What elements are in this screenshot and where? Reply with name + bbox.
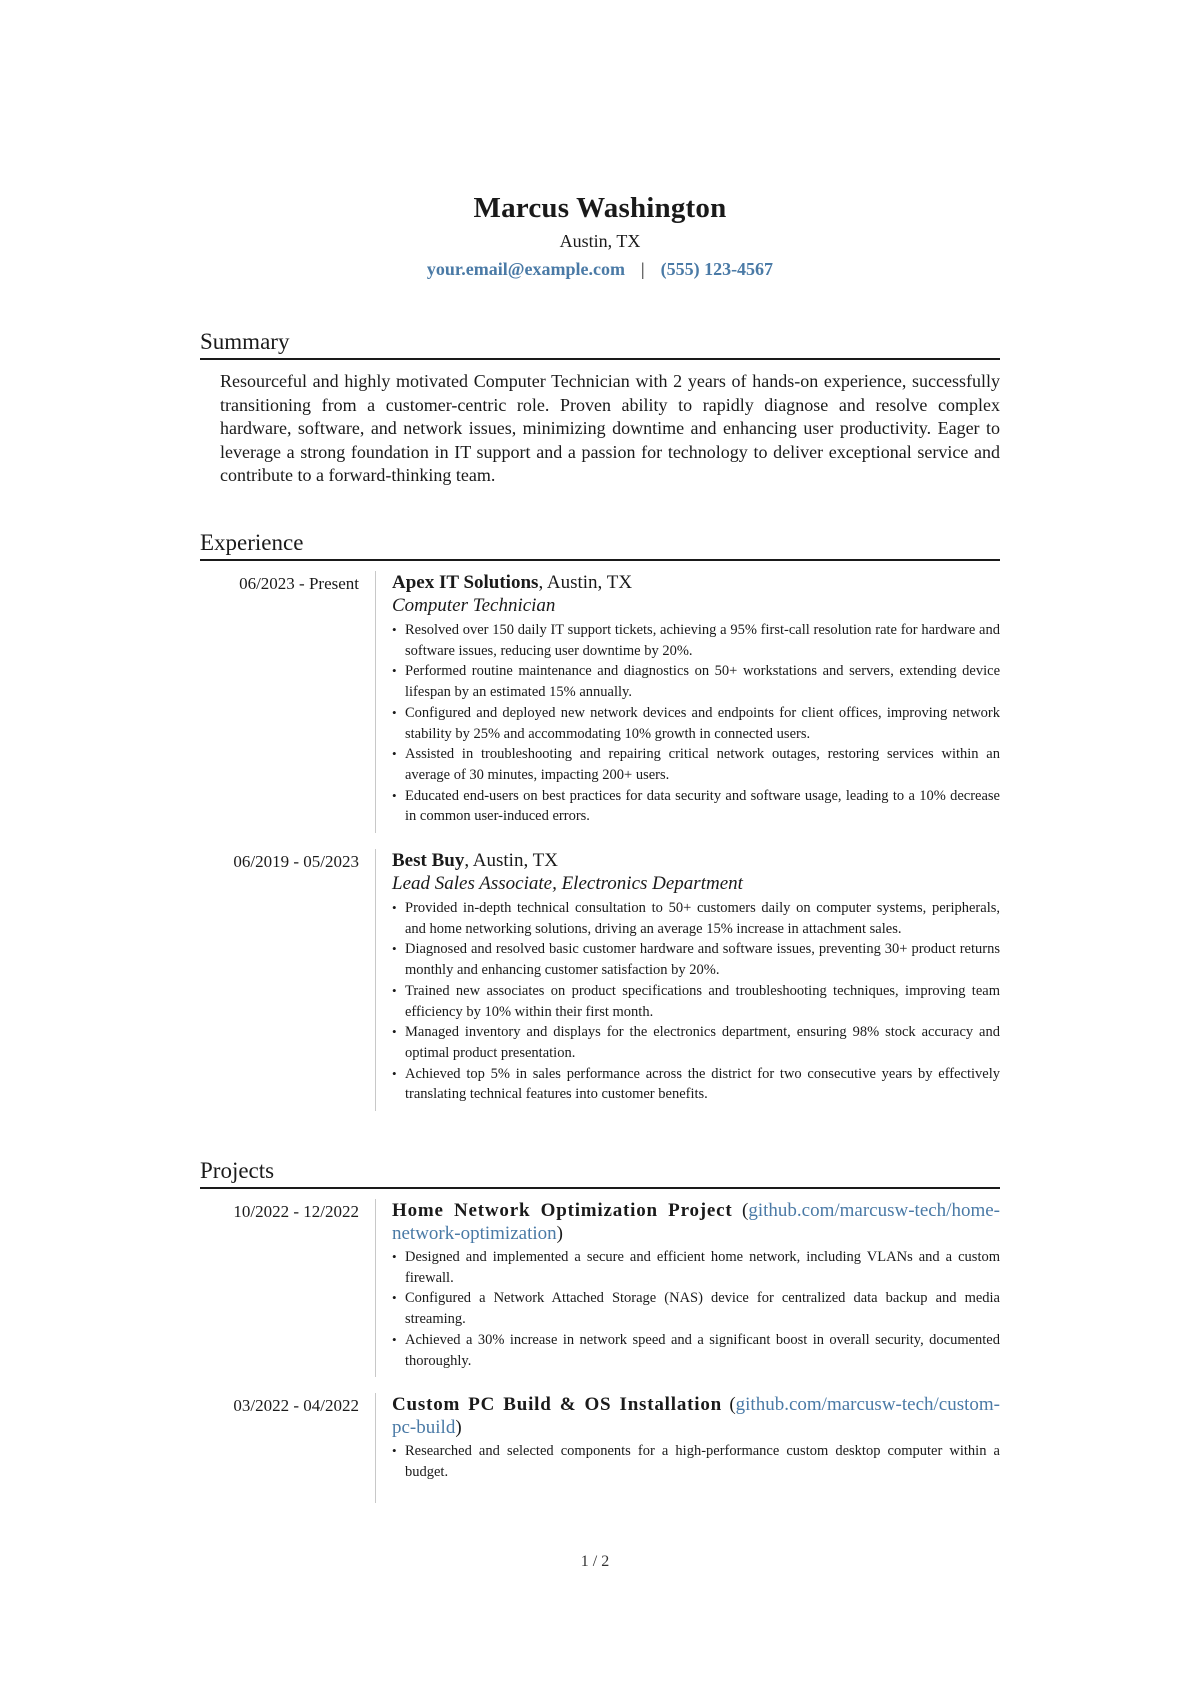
bullet-item: • Provided in-depth technical consultation to 50+ customers daily on computer systems, peripherals, and home networking solutions, driving an average 15% increase in attachment sales. — [392, 898, 1000, 939]
entry-body — [375, 571, 1000, 833]
bullet-item: • Assisted in troubleshooting and repairing critical network outages, restoring services within an average of 30 minutes, impacting 200+ users. — [392, 744, 1000, 785]
entry-body — [375, 1199, 1000, 1377]
summary-text: Resourceful and highly motivated Computer Technician with 2 years of hands-on experience, successfully transitioning from a customer-centric role. Proven ability to rapidly diagnose and resolve complex hardware, software, and network issues, minimizing downtime and enhancing user productivity. Eager to leverage a strong foundation in IT support and a passion for technology to deliver exceptional service and contribute to a forward-thinking team. — [220, 371, 1000, 485]
project-link[interactable]: github.com/marcusw-tech/custom-pc-build — [392, 1394, 1001, 1439]
email-link[interactable]: your.email@example.com — [426, 259, 625, 279]
company-name: Apex IT Solutions — [392, 572, 539, 593]
bullet-list — [392, 1247, 1000, 1371]
resume-page — [200, 190, 1001, 1480]
project-heading: Home Network Optimization Project (github.com/marcusw-tech/home-network-optimization) — [392, 1200, 1001, 1244]
project-name: Custom PC Build & OS Installation — [392, 1394, 723, 1416]
entry-heading — [392, 849, 1000, 872]
bullet-item: • Achieved a 30% increase in network speed and a significant boost in overall security, documented thoroughly. — [392, 1330, 1000, 1371]
bullet-item: • Resolved over 150 daily IT support tickets, achieving a 95% first-call resolution rate for hardware and software issues, reducing user downtime by 20%. — [392, 620, 1000, 661]
experience-entry — [200, 849, 1000, 1111]
project-entry — [200, 1199, 1000, 1377]
project-entry — [200, 1393, 1000, 1502]
contact-separator: | — [640, 259, 645, 279]
phone-link[interactable]: (555) 123-4567 — [660, 259, 774, 279]
bullet-item: • Configured and deployed new network devices and endpoints for client offices, improving network stability by 25% and accommodating 10% growth in connected users. — [392, 703, 1000, 744]
bullet-list — [392, 898, 1000, 1105]
entry-dates: 06/2019 - 05/2023 — [233, 852, 359, 872]
bullet-item: • Configured a Network Attached Storage (NAS) device for centralized data backup and media streaming. — [392, 1288, 1000, 1329]
experience-section — [200, 528, 1000, 1111]
candidate-name: Marcus Washington — [473, 192, 727, 224]
bullet-item: • Educated end-users on best practices for data security and software usage, leading to a 10% decrease in common user-induced errors. — [392, 786, 1000, 827]
bullet-item: • Performed routine maintenance and diagnostics on 50+ workstations and servers, extending device lifespan by an estimated 15% annually. — [392, 661, 1000, 702]
entry-heading — [392, 571, 1000, 594]
company-location: , Austin, TX — [464, 850, 558, 872]
entry-dates: 03/2022 - 04/2022 — [233, 1396, 359, 1416]
entry-body — [375, 849, 1000, 1111]
summary-title: Summary — [200, 327, 1000, 360]
project-name: Home Network Optimization Project — [392, 1200, 733, 1221]
bullet-item: • Managed inventory and displays for the electronics department, ensuring 98% stock accuracy and optimal product presentation. — [392, 1022, 1000, 1063]
projects-section — [200, 1156, 1000, 1503]
project-heading: Custom PC Build & OS Installation (github.com/marcusw-tech/custom-pc-build) — [392, 1394, 1001, 1439]
projects-title: Projects — [200, 1156, 1000, 1189]
project-link[interactable]: github.com/marcusw-tech/home-network-optimization — [392, 1200, 1001, 1244]
bullet-item: • Designed and implemented a secure and efficient home network, including VLANs and a custom firewall. — [392, 1247, 1000, 1288]
company-name: Best Buy — [392, 850, 465, 872]
bullet-item: • Achieved top 5% in sales performance across the district for two consecutive years by effectively translating technical features into customer benefits. — [392, 1064, 1000, 1105]
bullet-list — [392, 620, 1000, 827]
bullet-item: • Researched and selected components for a high-performance custom desktop computer within a budget. — [392, 1441, 1000, 1482]
bullet-item: • Trained new associates on product specifications and troubleshooting techniques, improving team efficiency by 10% within their first month. — [392, 981, 1000, 1022]
contact-line — [200, 257, 1000, 281]
bullet-item: • Diagnosed and resolved basic customer hardware and software issues, preventing 30+ product returns monthly and enhancing customer satisfaction by 20%. — [392, 939, 1000, 980]
experience-title: Experience — [200, 528, 1000, 561]
candidate-location: Austin, TX — [559, 231, 641, 251]
summary-section — [200, 327, 1000, 488]
resume-header — [200, 190, 1000, 281]
entry-body — [375, 1393, 1000, 1502]
page-number: 1 / 2 — [580, 1553, 610, 1570]
entry-dates: 10/2022 - 12/2022 — [233, 1202, 359, 1221]
entry-dates: 06/2023 - Present — [239, 574, 359, 593]
job-title: Lead Sales Associate, Electronics Department — [392, 873, 743, 895]
company-location: , Austin, TX — [538, 572, 633, 593]
experience-entry — [200, 571, 1000, 833]
job-title: Computer Technician — [392, 595, 556, 616]
bullet-list — [392, 1441, 1000, 1482]
